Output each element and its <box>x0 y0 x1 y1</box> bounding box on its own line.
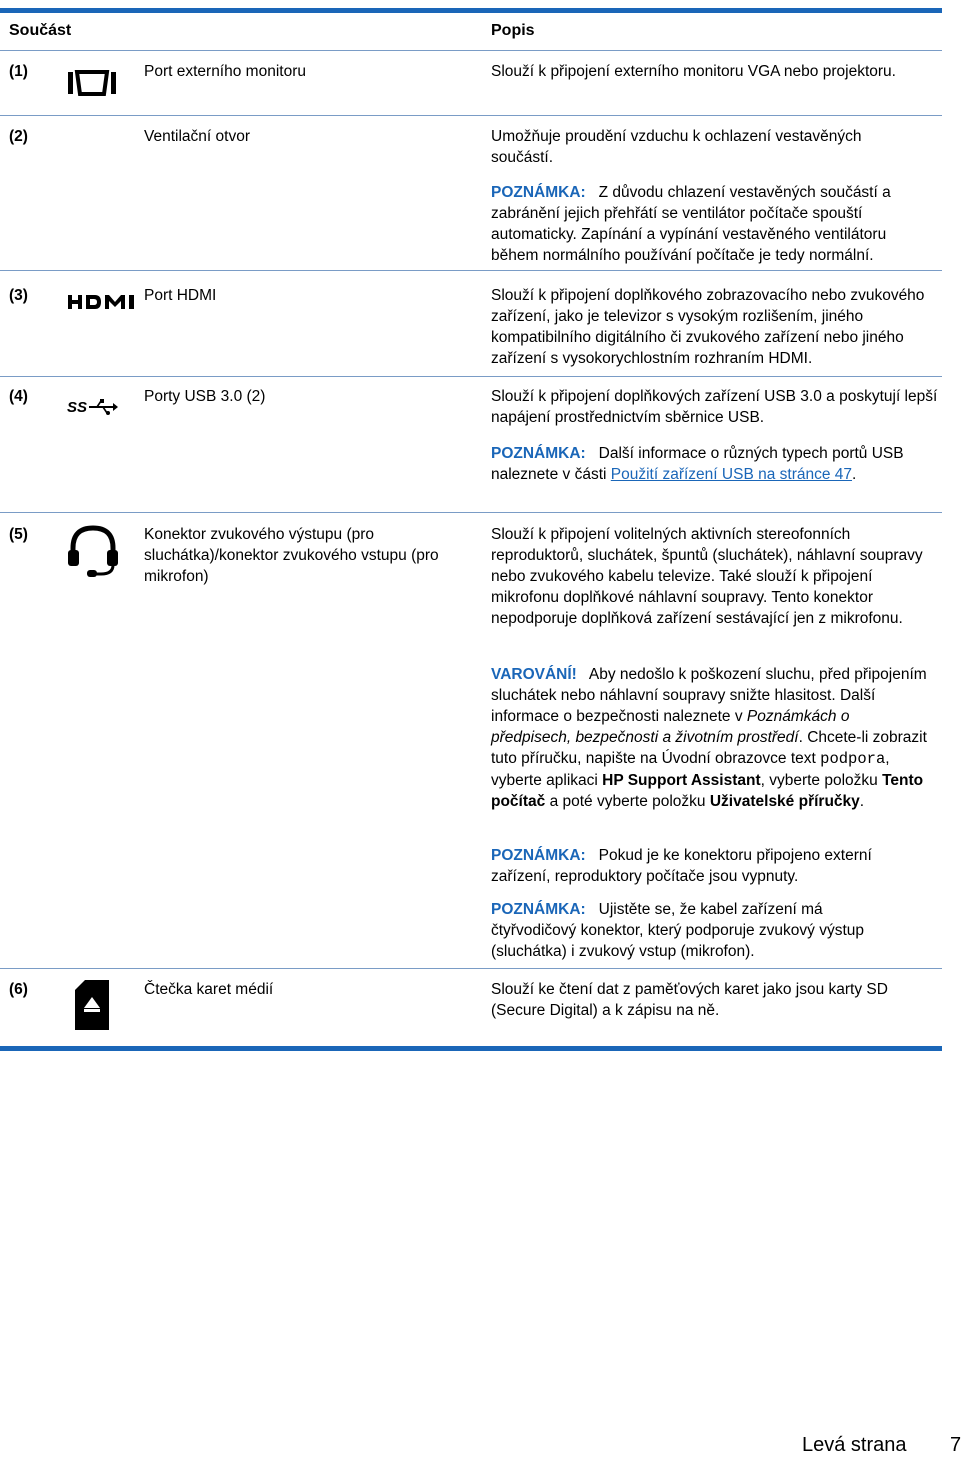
row-6-number: (6) <box>9 981 28 998</box>
row-6-description: Slouží ke čtení dat z paměťových karet jako jsou karty SD (Secure Digital) a k zápisu na ně. <box>491 981 888 1019</box>
row-rule <box>0 115 942 116</box>
row-2-number: (2) <box>9 128 28 145</box>
menu-item-user-guides: Uživatelské příručky <box>709 793 860 810</box>
warning-label: VAROVÁNÍ! <box>491 666 577 683</box>
regulatory-notices-title: Poznámkách o předpisech, bezpečnosti a životním prostředí <box>491 708 850 746</box>
note-label: POZNÁMKA: <box>491 445 586 462</box>
row-1-name: Port externího monitoru <box>144 63 306 80</box>
row-4-name: Porty USB 3.0 (2) <box>144 388 266 405</box>
usb-devices-link[interactable]: Použití zařízení USB na stránce 47 <box>610 466 853 483</box>
note-text: Ujistěte se, že kabel zařízení má čtyřvodičový konektor, který podporuje zvukový výstup (sluchátka) i zvukový vstup (mikrofon). <box>491 901 865 960</box>
row-2-note <box>491 182 923 266</box>
vga-port-icon <box>68 70 116 102</box>
warning-text-3: , vyberte aplikaci <box>491 750 890 789</box>
hdmi-icon <box>68 294 138 316</box>
warning-text-2: . Chcete-li zobrazit tuto příručku, napište na Úvodní obrazovce text <box>491 729 927 767</box>
row-rule <box>0 270 942 271</box>
row-5-number: (5) <box>9 526 28 543</box>
note-text: Z důvodu chlazení vestavěných součástí a zabránění jejich přehřátí se ventilátor počítače spouští automaticky. Zapínání a vypínání vestavěného ventilátoru během normálního používání počítače je tedy normální. <box>491 184 891 264</box>
app-name: HP Support Assistant <box>602 772 761 789</box>
bottom-rule <box>0 1046 942 1051</box>
header-rule <box>0 50 942 51</box>
headset-icon <box>67 524 119 584</box>
row-4-description: Slouží k připojení doplňkových zařízení USB 3.0 a poskytují lepší napájení prostřednictvím sběrnice USB. <box>491 388 938 426</box>
row-1-description: Slouží k připojení externího monitoru VGA nebo projektoru. <box>491 63 896 80</box>
usb3-icon <box>67 398 119 422</box>
svg-text:SS: SS <box>67 399 88 416</box>
row-3-name: Port HDMI <box>144 287 217 304</box>
note-text: Další informace o různých typech portů USB naleznete v části <box>491 445 904 483</box>
warning-text-5: a poté vyberte položku <box>549 793 706 810</box>
footer-section-title: Levá strana <box>802 1434 907 1456</box>
warning-text: Aby nedošlo k poškození sluchu, před připojením sluchátek nebo náhlavní soupravy snižte hlasitost. Další informace o bezpečnosti naleznete v <box>491 666 927 725</box>
sd-card-icon <box>73 980 111 1038</box>
note-text: Pokud je ke konektoru připojeno externí zařízení, reproduktory počítače jsou vypnuty. <box>491 847 872 885</box>
top-rule <box>0 8 942 13</box>
row-5-name: Konektor zvukového výstupu (pro sluchátka)/konektor zvukového vstupu (pro mikrofon) <box>144 526 439 585</box>
column-header-description: Popis <box>491 22 535 39</box>
row-5-description: Slouží k připojení volitelných aktivních stereofonních reproduktorů, sluchátek, špuntů (sluchátek), náhlavní soupravy nebo zvukového kabelu televize. Také slouží k připojení mikrofonu doplňkové náhlavní soupravy. Tento konektor nepodporuje doplňková zařízení sestávající jen z mikrofonu. <box>491 526 923 627</box>
row-3-number: (3) <box>9 287 28 304</box>
warning-text-4: , vyberte položku <box>760 772 878 789</box>
row-4-note <box>491 443 911 485</box>
row-rule <box>0 512 942 513</box>
row-2-description: Umožňuje proudění vzduchu k ochlazení vestavěných součástí. <box>491 128 862 166</box>
warning-end: . <box>859 793 865 810</box>
note-end: . <box>852 466 857 483</box>
menu-item-this-pc: Tento počítač <box>491 772 924 810</box>
search-term: podpora <box>820 750 886 768</box>
row-5-note-2 <box>491 899 911 962</box>
row-2-name: Ventilační otvor <box>144 128 250 145</box>
page-number: 7 <box>950 1434 961 1456</box>
row-5-warning <box>491 664 931 812</box>
row-6-name: Čtečka karet médií <box>144 981 274 998</box>
row-rule <box>0 376 942 377</box>
row-3-description: Slouží k připojení doplňkového zobrazovacího nebo zvukového zařízení, jako je televizor s vysokým rozlišením, jiného kompatibilního digitálního či zvukového zařízení nebo jiného zařízení s vysokorychlostním rozhraním HDMI. <box>491 287 925 367</box>
row-5-note-1 <box>491 845 911 887</box>
row-4-number: (4) <box>9 388 28 405</box>
note-label: POZNÁMKA: <box>491 847 586 864</box>
row-rule <box>0 968 942 969</box>
row-1-number: (1) <box>9 63 28 80</box>
note-label: POZNÁMKA: <box>491 184 586 201</box>
column-header-component: Součást <box>9 22 72 39</box>
note-label: POZNÁMKA: <box>491 901 586 918</box>
